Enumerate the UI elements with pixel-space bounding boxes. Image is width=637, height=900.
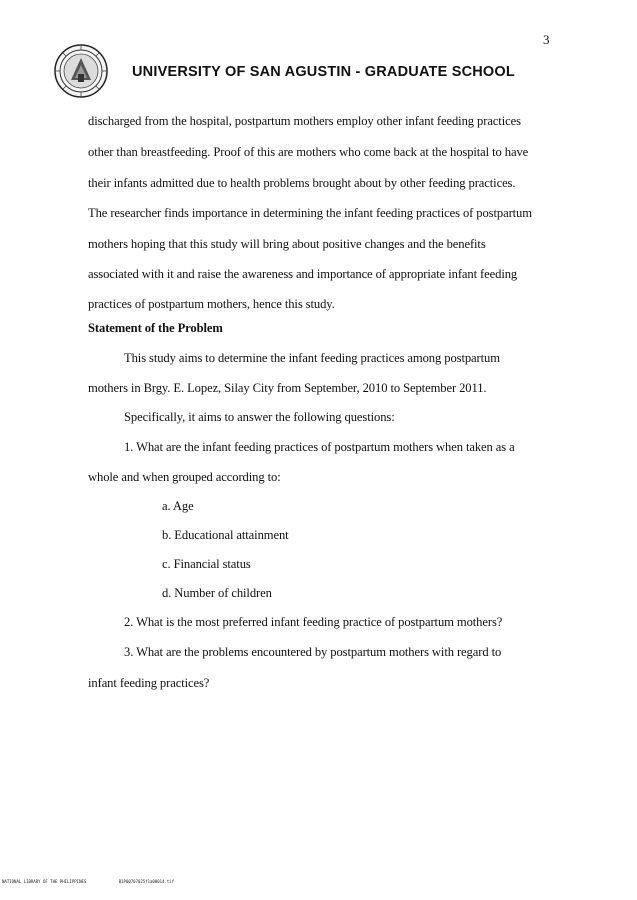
body-line: other than breastfeeding. Proof of this are mothers who come back at the hospital to have [88,145,529,159]
question-1: 1. What are the infant feeding practices of postpartum mothers when taken as a [124,440,515,454]
body-line: their infants admitted due to health problems brought about by other feeding practices. [88,176,516,190]
body-line: discharged from the hospital, postpartum mothers employ other infant feeding practices [88,114,521,128]
footer-library: NATIONAL LIBRARY OF THE PHILIPPINES [2,879,87,884]
body-line: mothers in Brgy. E. Lopez, Silay City from September, 2010 to September 2011. [88,381,487,395]
body-line: associated with it and raise the awareness and importance of appropriate infant feeding [88,267,518,281]
section-heading: Statement of the Problem [88,321,223,335]
question-1-continued: whole and when grouped according to: [88,470,281,484]
body-line: The researcher finds importance in determining the infant feeding practices of postpartum [88,206,532,220]
body-line: mothers hoping that this study will bring about positive changes and the benefits [88,237,486,251]
question-2: 2. What is the most preferred infant feeding practice of postpartum mothers? [124,615,503,629]
body-line: Specifically, it aims to answer the following questions: [124,410,395,424]
question-3-continued: infant feeding practices? [88,676,210,690]
university-seal-icon [54,44,108,98]
page-number: 3 [543,32,550,47]
body-line: This study aims to determine the infant feeding practices among postpartum [124,351,500,365]
body-line: practices of postpartum mothers, hence this study. [88,297,335,311]
university-header-title: UNIVERSITY OF SAN AGUSTIN - GRADUATE SCHOOL [132,64,515,80]
list-item: d. Number of children [162,586,272,600]
list-item: b. Educational attainment [162,528,289,542]
list-item: a. Age [162,499,194,513]
scan-footer [2,879,204,884]
list-item: c. Financial status [162,557,251,571]
question-3: 3. What are the problems encountered by postpartum mothers with regard to [124,645,502,659]
footer-file-id: B1P00707025f1a00014.tif [118,879,175,884]
